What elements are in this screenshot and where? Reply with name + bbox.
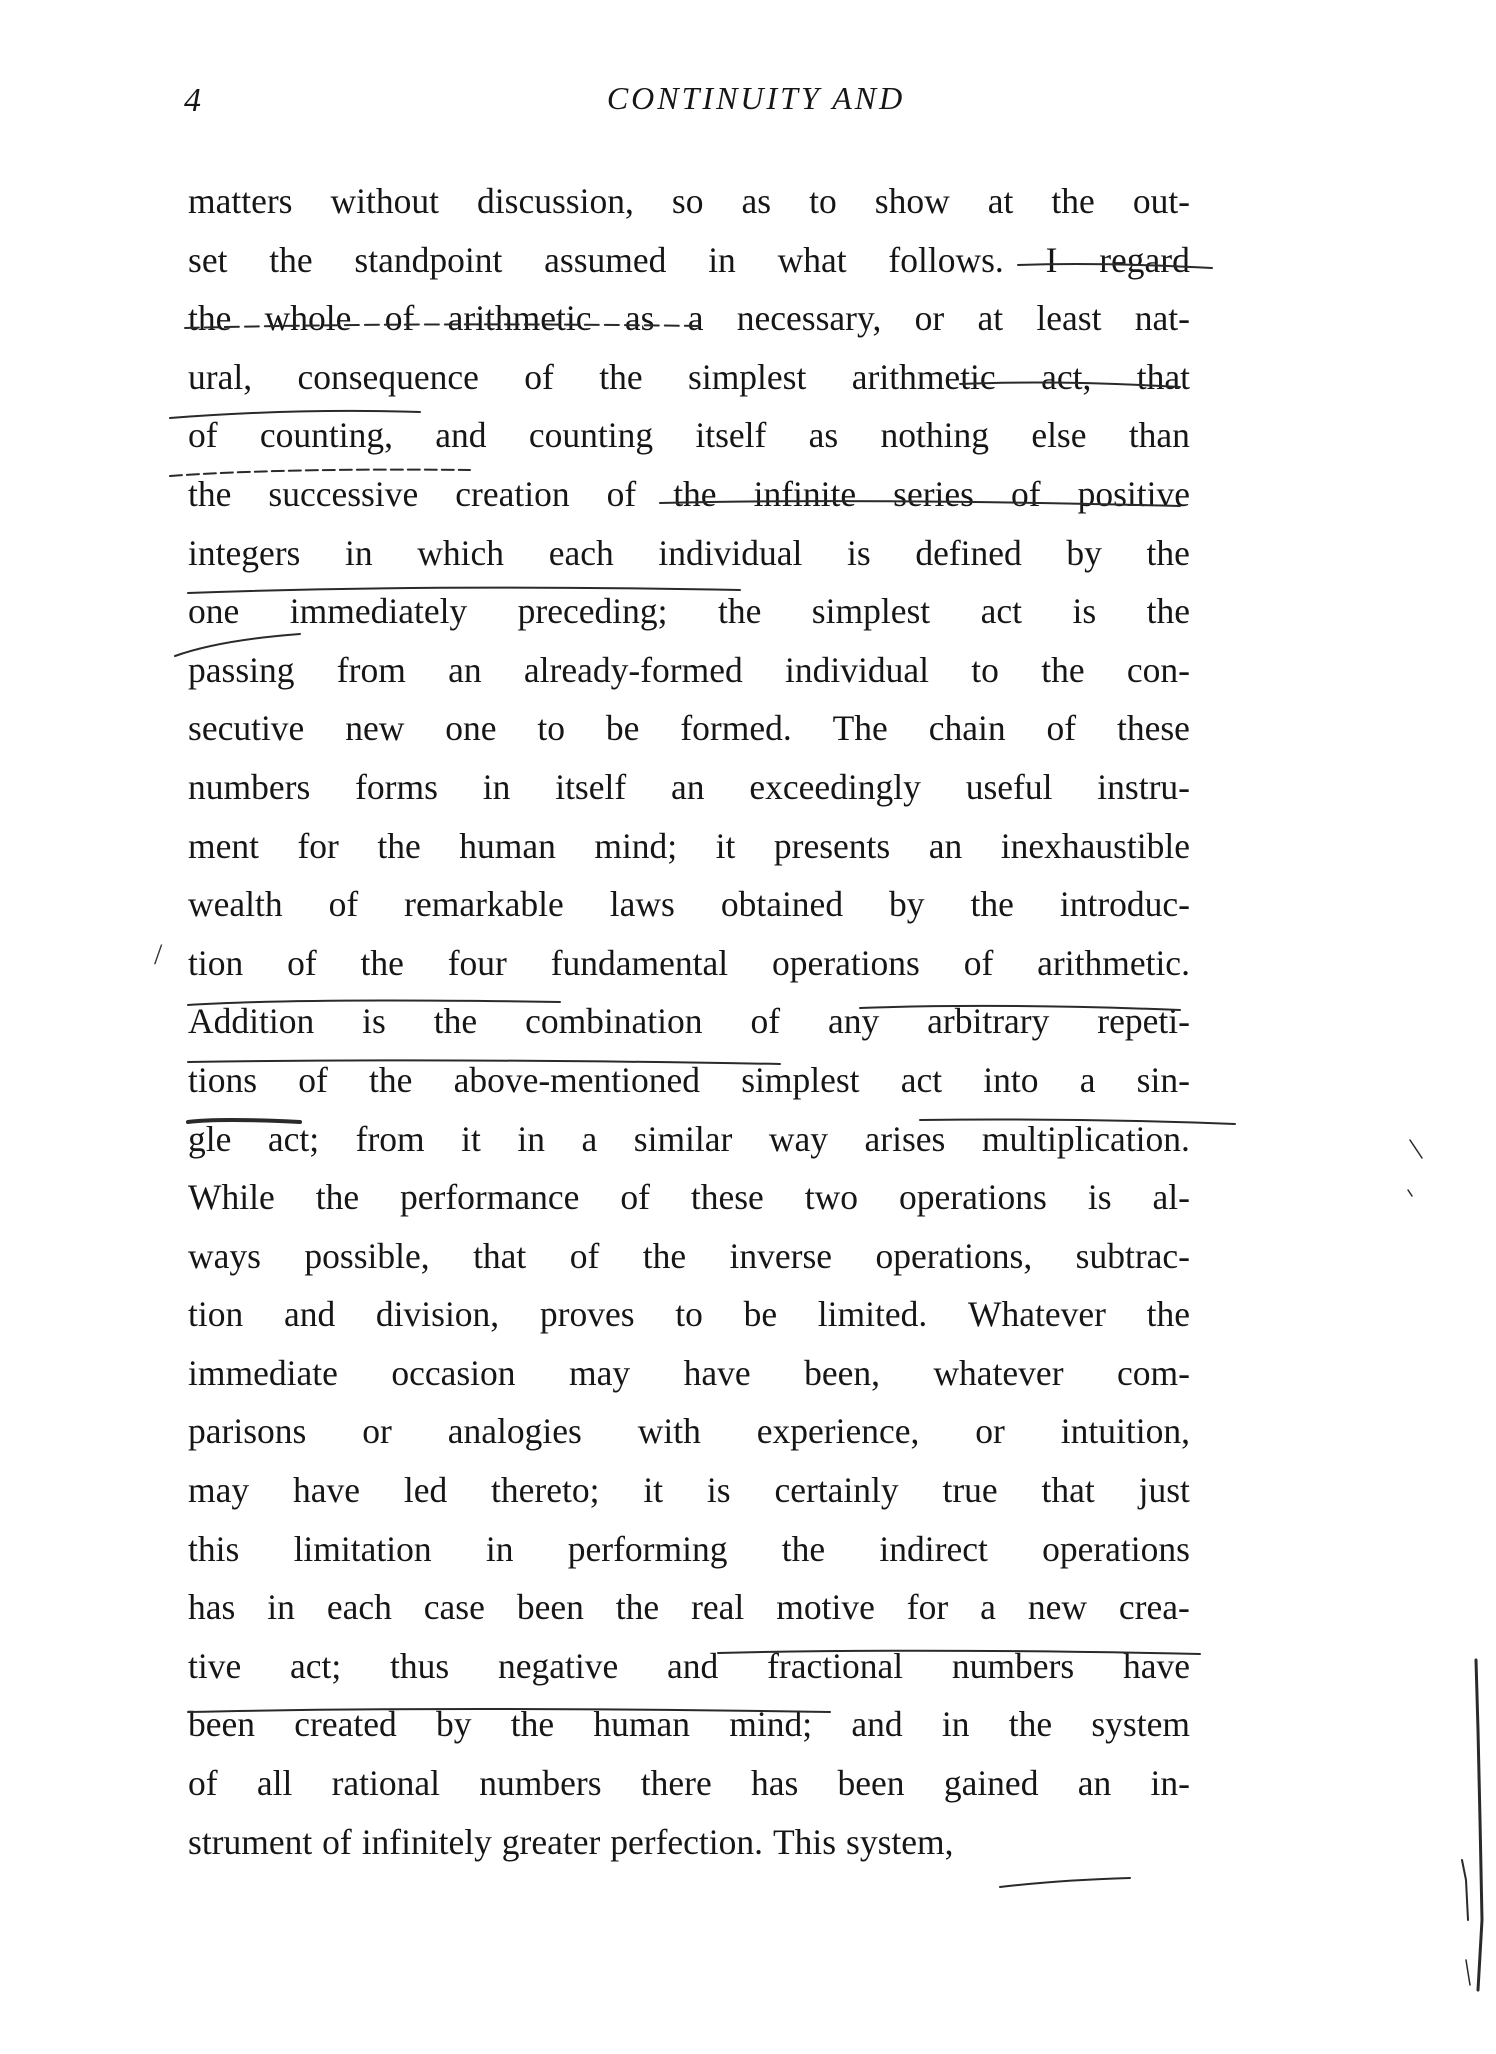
underline-mark [1408, 1190, 1412, 1196]
word: exceedingly [749, 766, 921, 807]
word: of [524, 356, 554, 397]
word: nat- [1134, 298, 1190, 339]
word: matters [188, 181, 293, 221]
word: useful [965, 766, 1053, 807]
word: an [928, 825, 963, 866]
text-line [188, 1637, 1190, 1696]
word: thus [390, 1645, 450, 1686]
word: the [188, 473, 232, 514]
word: gained [943, 1763, 1039, 1804]
word: tive [188, 1645, 242, 1686]
word: the [615, 1587, 660, 1628]
word: that [1041, 1470, 1095, 1511]
word: case [423, 1587, 485, 1628]
word: individual [658, 532, 803, 573]
word: to [971, 649, 999, 690]
word: system, [846, 1821, 954, 1862]
word: have [1122, 1645, 1190, 1686]
word: as [624, 298, 655, 339]
word: itself [555, 766, 627, 807]
word: way [768, 1118, 829, 1159]
word: performing [567, 1528, 728, 1569]
word: al- [1152, 1177, 1190, 1218]
word: integers [188, 532, 301, 573]
text-line [188, 582, 1190, 641]
underline-mark [1410, 1140, 1422, 1158]
word: presents [773, 825, 891, 866]
word: numbers [188, 766, 311, 807]
word: whole [264, 298, 352, 339]
text-line [188, 758, 1190, 817]
word: may [188, 1470, 250, 1511]
word: the [377, 825, 421, 866]
word: human [593, 1704, 690, 1745]
word: repeti- [1097, 1001, 1190, 1042]
underline-mark [1000, 1878, 1130, 1887]
word: of [963, 942, 994, 983]
text-line [188, 1227, 1190, 1286]
word: com- [1116, 1352, 1190, 1393]
word: limitation [293, 1528, 432, 1569]
word: the [1041, 649, 1085, 690]
word: wealth [188, 884, 283, 925]
word: of [188, 1763, 218, 1804]
word: instru- [1097, 766, 1190, 807]
word: have [683, 1352, 751, 1393]
word: one [188, 591, 240, 632]
word: tion [188, 1294, 244, 1335]
word: the [599, 356, 643, 397]
word: the [1146, 532, 1190, 573]
word: whatever [933, 1352, 1064, 1393]
word: mind; [594, 825, 678, 866]
word: of [188, 415, 218, 456]
word: greater [501, 1821, 601, 1862]
word: consequence [297, 356, 479, 397]
word: real [691, 1587, 745, 1628]
word: a [581, 1118, 598, 1159]
word: secutive [188, 708, 305, 749]
text-line [188, 524, 1190, 583]
word: division, [375, 1294, 500, 1335]
word: numbers [479, 1763, 602, 1804]
word: arithmetic [447, 298, 592, 339]
word: laws [609, 884, 675, 925]
word: indirect [879, 1528, 988, 1569]
word: is [1087, 1177, 1112, 1218]
word: ment [188, 825, 259, 866]
word: at [987, 181, 1014, 221]
word: series [893, 473, 974, 514]
page-number: 4 [184, 82, 201, 119]
word: be [605, 708, 640, 749]
word: or [975, 1411, 1005, 1452]
word: necessary, [736, 298, 882, 339]
word: already-formed [523, 649, 743, 690]
word: show [874, 181, 950, 221]
word: simplest [741, 1059, 860, 1100]
word: forms [355, 766, 438, 807]
word: human [459, 825, 556, 866]
word: this [188, 1528, 240, 1569]
word: certainly [774, 1470, 899, 1511]
word: immediately [289, 591, 468, 632]
word: act [900, 1059, 943, 1100]
word: successive [268, 473, 419, 514]
word: been [188, 1704, 256, 1745]
word: inverse [729, 1235, 833, 1276]
word: each [548, 532, 614, 573]
word: a [687, 298, 704, 339]
word: by [1066, 532, 1102, 573]
word: than [1128, 415, 1190, 456]
word: or [914, 298, 945, 339]
word: immediate [188, 1352, 338, 1393]
word: limited. [817, 1294, 928, 1335]
word: the [1146, 591, 1190, 632]
word: proves [539, 1294, 635, 1335]
word: analogies [447, 1411, 582, 1452]
word: for [906, 1587, 949, 1628]
word: into [983, 1059, 1039, 1100]
word: true [942, 1470, 998, 1511]
text-line [188, 1344, 1190, 1403]
word: it [715, 825, 736, 866]
word: been [516, 1587, 584, 1628]
word: the [970, 884, 1014, 925]
word: may [568, 1352, 631, 1393]
word: of [328, 884, 359, 925]
word: above-mentioned [453, 1059, 700, 1100]
word: each [326, 1587, 392, 1628]
scan-edge-mark [1466, 1960, 1470, 1985]
word: counting [528, 415, 654, 456]
text-line [188, 1168, 1190, 1227]
word: there [640, 1763, 712, 1804]
word: one [445, 708, 497, 749]
word: an [671, 766, 705, 807]
word: an [448, 649, 482, 690]
word: in [267, 1587, 295, 1628]
word: intuition, [1060, 1411, 1190, 1452]
word: infinitely [361, 1821, 492, 1862]
text-line [188, 465, 1190, 524]
word: the [269, 239, 313, 280]
word: mind; [729, 1704, 813, 1745]
word: individual [785, 649, 929, 690]
text-line [188, 641, 1190, 700]
word: formed. [680, 708, 792, 749]
word: is [846, 532, 871, 573]
word: gle [188, 1118, 232, 1159]
word: without [330, 181, 440, 221]
word: the [717, 591, 762, 632]
word: from [355, 1118, 425, 1159]
word: subtrac- [1075, 1235, 1190, 1276]
word: an [1077, 1763, 1112, 1804]
word: strument [188, 1821, 313, 1862]
word: operations [1042, 1528, 1190, 1569]
word: it [643, 1470, 664, 1511]
word: simplest [688, 356, 807, 397]
word: as [808, 415, 839, 456]
word: performance [400, 1177, 580, 1218]
word: con- [1126, 649, 1190, 690]
word: of [1046, 708, 1077, 749]
word: the [188, 298, 232, 339]
word: the [360, 942, 404, 983]
running-title: CONTINUITY AND [606, 80, 906, 116]
scan-edge-mark [1462, 1860, 1468, 1920]
word: that [473, 1235, 527, 1276]
word: or [362, 1411, 392, 1452]
text-line [188, 348, 1190, 407]
word: parisons [188, 1411, 307, 1452]
word: led [403, 1470, 448, 1511]
word: it [461, 1118, 481, 1159]
word: new [1027, 1587, 1087, 1628]
word: act, [1041, 356, 1092, 397]
word: has [188, 1587, 236, 1628]
word: for [297, 825, 339, 866]
word: of [620, 1177, 650, 1218]
word: remarkable [404, 884, 564, 925]
word: to [675, 1294, 703, 1335]
word: the [642, 1235, 687, 1276]
word: creation [455, 473, 570, 514]
word: ways [188, 1235, 261, 1276]
text-line [188, 875, 1190, 934]
word: nothing [880, 415, 990, 456]
text-line [188, 1051, 1190, 1110]
word: motive [776, 1587, 875, 1628]
text-line [188, 1695, 1190, 1754]
word: operations, [875, 1235, 1033, 1276]
word: defined [915, 532, 1022, 573]
word: inexhaustible [1000, 825, 1190, 866]
word: of [606, 473, 637, 514]
word: in [485, 1528, 514, 1569]
word: what [777, 239, 847, 280]
word: in [345, 532, 373, 573]
word: with [637, 1411, 701, 1452]
word: occasion [391, 1352, 516, 1393]
word: chain [928, 708, 1006, 749]
word: by [435, 1704, 472, 1745]
word: any [827, 1001, 880, 1042]
word: tions [188, 1059, 258, 1100]
word: infinite [753, 473, 857, 514]
word: of [322, 1821, 352, 1862]
word: Whatever [967, 1294, 1106, 1335]
text-line [188, 289, 1190, 348]
word: similar [633, 1118, 733, 1159]
word: perfection. [610, 1821, 764, 1862]
word: just [1138, 1470, 1190, 1511]
word: and [851, 1704, 903, 1745]
word: passing [188, 649, 295, 690]
word: The [832, 708, 888, 749]
word: is [706, 1470, 731, 1511]
word: While [188, 1177, 275, 1218]
text-line [188, 1813, 1190, 1872]
text-line [188, 1285, 1190, 1344]
word: that [1136, 356, 1190, 397]
text-line [188, 172, 1190, 231]
word: of [750, 1001, 781, 1042]
word: multiplication. [981, 1118, 1190, 1159]
word: be [743, 1294, 778, 1335]
word: the [1051, 181, 1095, 221]
word: in [482, 766, 511, 807]
word: act; [290, 1645, 342, 1686]
word: in [517, 1118, 545, 1159]
word: operations [898, 1177, 1047, 1218]
text-line [188, 1402, 1190, 1461]
scan-edge-mark [1476, 1660, 1482, 1990]
text-line [188, 817, 1190, 876]
word: fractional [767, 1645, 904, 1686]
word: experience, [756, 1411, 920, 1452]
word: tion [188, 942, 244, 983]
word: the [1146, 1294, 1190, 1335]
word: a [1079, 1059, 1096, 1100]
word: and [435, 415, 487, 456]
word: at [977, 298, 1004, 339]
word: numbers [951, 1645, 1075, 1686]
word: has [750, 1763, 799, 1804]
word: operations [772, 942, 920, 983]
word: arithmetic. [1037, 942, 1190, 983]
word: negative [498, 1645, 619, 1686]
word: the [315, 1177, 360, 1218]
word: assumed [544, 239, 667, 280]
text-line [188, 231, 1190, 290]
word: fundamental [550, 942, 729, 983]
word: is [1072, 591, 1097, 632]
word: I [1045, 239, 1058, 280]
word: else [1031, 415, 1087, 456]
word: and [283, 1294, 336, 1335]
word: simplest [811, 591, 931, 632]
word: two [804, 1177, 859, 1218]
word: rational [331, 1763, 440, 1804]
word: the [1008, 1704, 1053, 1745]
pencil-margin-mark: / [154, 938, 163, 971]
word: been, [804, 1352, 880, 1393]
word: these [1116, 708, 1190, 749]
word: which [417, 532, 505, 573]
word: follows. [888, 239, 1004, 280]
body-paragraph [188, 172, 1190, 1871]
word: of [298, 1059, 328, 1100]
text-line [188, 699, 1190, 758]
word: as [741, 181, 772, 221]
word: out- [1132, 181, 1190, 221]
word: possible, [304, 1235, 430, 1276]
word: the [369, 1059, 413, 1100]
word: four [447, 942, 507, 983]
word: the [781, 1528, 826, 1569]
word: discussion, [477, 181, 634, 221]
word: least [1036, 298, 1102, 339]
word: act; [267, 1118, 320, 1159]
word: the [433, 1001, 478, 1042]
word: of [287, 942, 317, 983]
word: a [980, 1587, 996, 1628]
word: in- [1150, 1763, 1190, 1804]
word: the [673, 473, 717, 514]
word: combination [525, 1001, 703, 1042]
text-line [188, 934, 1190, 993]
word: arises [864, 1118, 946, 1159]
word: from [336, 649, 406, 690]
text-line [188, 406, 1190, 465]
word: preceding; [517, 591, 668, 632]
text-line [188, 992, 1190, 1051]
word: Addition [188, 1001, 315, 1042]
word: counting, [259, 415, 393, 456]
word: set [188, 239, 228, 280]
word: obtained [720, 884, 844, 925]
word: in [941, 1704, 970, 1745]
word: arithmetic [851, 356, 996, 397]
word: created [294, 1704, 397, 1745]
word: of [384, 298, 415, 339]
word: regard [1099, 239, 1190, 280]
word: crea- [1118, 1587, 1190, 1628]
word: system [1091, 1704, 1190, 1745]
text-line [188, 1754, 1190, 1813]
word: in [708, 239, 736, 280]
word: to [537, 708, 566, 749]
word: introduc- [1059, 884, 1190, 925]
text-line [188, 1520, 1190, 1579]
word: standpoint [354, 239, 503, 280]
text-line [188, 1461, 1190, 1520]
word: of [1010, 473, 1041, 514]
word: by [889, 884, 925, 925]
text-line [188, 1110, 1190, 1169]
word: itself [695, 415, 767, 456]
word: ural, [188, 356, 253, 397]
word: and [667, 1645, 719, 1686]
word: been [837, 1763, 905, 1804]
word: positive [1077, 473, 1190, 514]
word: the [510, 1704, 555, 1745]
word: arbitrary [927, 1001, 1050, 1042]
word: new [345, 708, 405, 749]
word: thereto; [491, 1470, 600, 1511]
word: these [690, 1177, 764, 1218]
word: to [809, 181, 837, 221]
word: sin- [1136, 1059, 1190, 1100]
text-line [188, 1578, 1190, 1637]
word: of [569, 1235, 600, 1276]
word: This [772, 1821, 837, 1862]
word: act [980, 591, 1022, 632]
word: is [362, 1001, 386, 1042]
word: so [671, 181, 704, 221]
word: have [292, 1470, 360, 1511]
word: all [256, 1763, 293, 1804]
